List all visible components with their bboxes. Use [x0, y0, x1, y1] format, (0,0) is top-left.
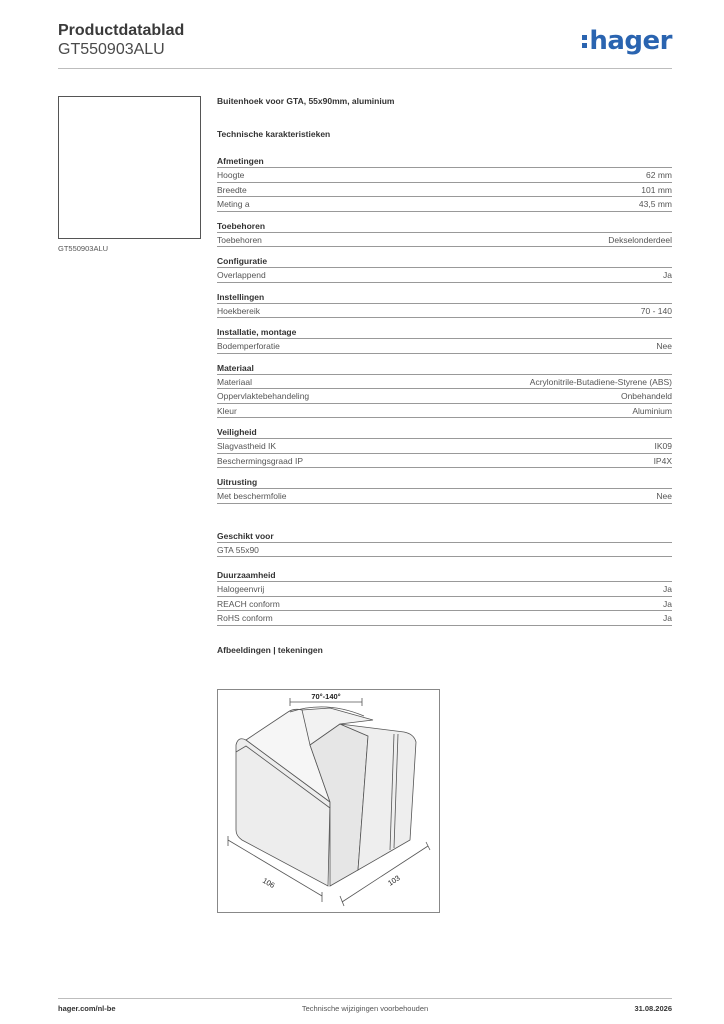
footer-notice: Technische wijzigingen voorbehouden	[301, 1004, 429, 1013]
spec-value: 101 mm	[641, 184, 672, 195]
spec-label: REACH conform	[217, 598, 280, 609]
spec-label: Met beschermfolie	[217, 491, 287, 501]
spec-row	[217, 611, 672, 626]
spec-label: Halogeenvrij	[217, 584, 265, 594]
spec-label: Kleur	[217, 405, 237, 416]
page-footer	[58, 998, 672, 1013]
sustainability-group	[217, 569, 672, 626]
product-description: Buitenhoek voor GTA, 55x90mm, aluminium	[217, 96, 395, 106]
spec-row	[217, 233, 672, 248]
spec-label: Breedte	[217, 184, 247, 195]
spec-value: Acrylonitrile-Butadiene-Styrene (ABS)	[529, 376, 672, 387]
sustainability-title: Duurzaamheid	[217, 569, 672, 582]
spec-groups	[217, 155, 672, 504]
corner-drawing-svg	[218, 690, 439, 912]
logo-text: hager	[589, 26, 672, 56]
footer-website[interactable]: hager.com/nl-be	[58, 1004, 116, 1013]
spec-value: 70 - 140	[640, 305, 672, 316]
spec-group	[217, 326, 672, 354]
spec-row	[217, 168, 672, 183]
page-header	[58, 22, 672, 69]
spec-group-title: Toebehoren	[217, 220, 672, 233]
spec-value: Ja	[663, 613, 672, 623]
spec-row	[217, 404, 672, 419]
spec-group-title: Veiligheid	[217, 426, 672, 439]
characteristics-title: Technische karakteristieken	[217, 129, 331, 139]
product-code: GT550903ALU	[58, 41, 165, 58]
spec-row	[217, 439, 672, 454]
spec-value: Ja	[663, 598, 672, 609]
spec-label: Overlappend	[217, 270, 266, 280]
spec-row	[217, 339, 672, 354]
spec-row	[217, 268, 672, 283]
footer-date: 31.08.2026	[634, 1004, 672, 1013]
spec-value: Nee	[656, 341, 672, 351]
spec-value: Nee	[656, 491, 672, 501]
drawings-title: Afbeeldingen | tekeningen	[217, 644, 323, 655]
spec-label: Meting a	[217, 199, 250, 209]
spec-group-title: Afmetingen	[217, 155, 672, 168]
spec-group-title: Configuratie	[217, 255, 672, 268]
spec-row	[217, 543, 672, 558]
spec-row	[217, 197, 672, 212]
page-title: Productdatablad	[58, 22, 185, 39]
logo-dots-icon	[582, 31, 588, 51]
spec-group-title: Materiaal	[217, 362, 672, 375]
spec-group-title: Instellingen	[217, 291, 672, 304]
spec-row	[217, 304, 672, 319]
spec-label: Toebehoren	[217, 234, 262, 245]
spec-row	[217, 597, 672, 612]
spec-label: Hoogte	[217, 170, 245, 180]
dim-left-label: 106	[261, 875, 277, 890]
spec-label: Slagvastheid IK	[217, 441, 277, 451]
spec-value: IK09	[654, 441, 672, 451]
spec-value: Dekselonderdeel	[608, 234, 672, 245]
spec-group	[217, 362, 672, 419]
product-image-caption: GT550903ALU	[58, 244, 109, 253]
hager-logo	[582, 26, 672, 56]
spec-group-title: Installatie, montage	[217, 326, 672, 339]
spec-group	[217, 426, 672, 468]
spec-label: Bodemperforatie	[217, 341, 280, 351]
spec-row	[217, 183, 672, 198]
technical-drawing	[217, 689, 440, 913]
product-image-placeholder	[58, 96, 201, 239]
dim-right-label: 103	[386, 873, 402, 888]
angle-label: 70°-140°	[311, 692, 341, 701]
spec-value: Onbehandeld	[620, 391, 672, 401]
spec-label: Hoekbereik	[217, 305, 260, 316]
spec-value: Ja	[663, 270, 672, 280]
spec-value: 43,5 mm	[638, 199, 672, 209]
suitable-title: Geschikt voor	[217, 530, 672, 543]
spec-value: Ja	[663, 584, 672, 594]
spec-sheet	[217, 96, 672, 657]
spec-label: RoHS conform	[217, 613, 273, 623]
spec-row	[217, 489, 672, 504]
spec-group	[217, 291, 672, 319]
spec-label: Beschermingsgraad IP	[217, 455, 303, 466]
spec-label: Materiaal	[217, 376, 252, 387]
spec-row	[217, 454, 672, 469]
spec-value: 62 mm	[646, 170, 672, 180]
spec-group	[217, 255, 672, 283]
spec-group	[217, 476, 672, 504]
spec-row	[217, 389, 672, 404]
spec-group	[217, 220, 672, 248]
spec-value: Aluminium	[632, 405, 672, 416]
spec-label: GTA 55x90	[217, 544, 259, 555]
spec-group	[217, 155, 672, 212]
spec-label: Oppervlaktebehandeling	[217, 391, 310, 401]
spec-group-title: Uitrusting	[217, 476, 672, 489]
suitable-group	[217, 530, 672, 558]
spec-value: IP4X	[653, 455, 672, 466]
spec-row	[217, 375, 672, 390]
spec-row	[217, 582, 672, 597]
